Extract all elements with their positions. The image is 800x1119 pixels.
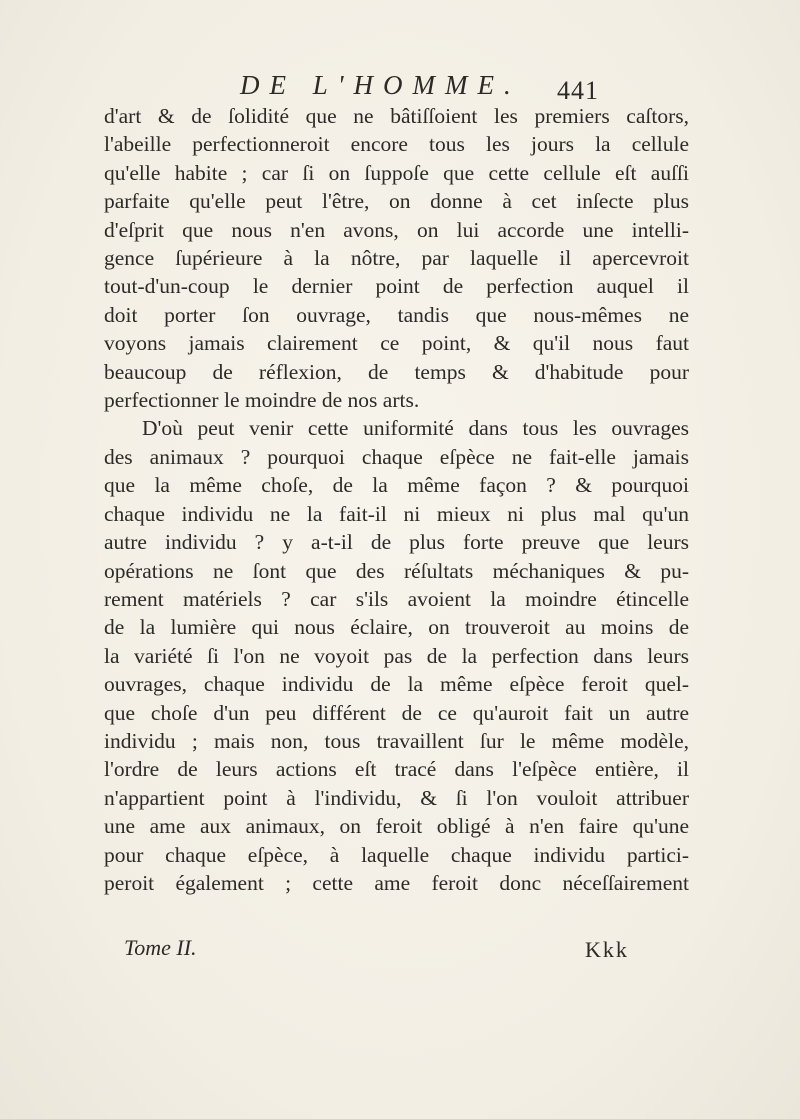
text-line: la variété ſi l'on ne voyoit pas de la perfection dans leurs <box>104 643 689 668</box>
text-line: individu ; mais non, tous travaillent ſur le même modèle, <box>104 728 689 753</box>
signature-mark: Kkk <box>585 937 629 962</box>
text-line: chaque individu ne la fait-il ni mieux ni plus mal qu'un <box>104 501 689 526</box>
text-line: une ame aux animaux, on feroit obligé à n'en faire qu'une <box>104 814 689 839</box>
text-line: l'abeille perfectionneroit encore tous les jours la cellule <box>104 132 689 157</box>
body-text <box>104 102 689 897</box>
text-line: gence ſupérieure à la nôtre, par laquelle il apercevroit <box>104 246 689 271</box>
page-number: 441 <box>557 76 599 105</box>
volume-label: Tome II. <box>124 935 197 960</box>
text-line: n'appartient point à l'individu, & ſi l'on vouloit attribuer <box>104 785 689 810</box>
text-line: que choſe d'un peu différent de ce qu'auroit fait un autre <box>104 700 689 725</box>
page-footer <box>0 935 800 975</box>
text-line: ouvrages, chaque individu de la même eſpèce feroit quel- <box>104 672 689 697</box>
text-line: autre individu ? y a-t-il de plus forte preuve que leurs <box>104 530 689 555</box>
text-line: des animaux ? pourquoi chaque eſpèce ne fait-elle jamais <box>104 444 689 469</box>
text-line: peroit également ; cette ame feroit donc néceſſairement <box>104 870 689 895</box>
text-line: que la même choſe, de la même façon ? & pourquoi <box>104 473 689 498</box>
text-line: doit porter ſon ouvrage, tandis que nous-mêmes ne <box>104 302 689 327</box>
text-line: rement matériels ? car s'ils avoient la moindre étincelle <box>104 586 689 611</box>
paragraph-end-line: perfectionner le moindre de nos arts. <box>104 388 420 413</box>
text-line: d'eſprit que nous n'en avons, on lui accorde une intelli- <box>104 217 689 242</box>
running-head: DE L'HOMME. <box>240 70 521 100</box>
text-line: parfaite qu'elle peut l'être, on donne à cet inſecte plus <box>104 189 689 214</box>
text-line: l'ordre de leurs actions eſt tracé dans l'eſpèce entière, il <box>104 757 689 782</box>
text-line: tout-d'un-coup le dernier point de perfection auquel il <box>104 274 689 299</box>
text-line: beaucoup de réflexion, de temps & d'habitude pour <box>104 359 689 384</box>
text-line: de la lumière qui nous éclaire, on trouveroit au moins de <box>104 615 689 640</box>
text-line: voyons jamais clairement ce point, & qu'il nous faut <box>104 331 689 356</box>
text-line: pour chaque eſpèce, à laquelle chaque individu partici- <box>104 842 689 867</box>
text-line: opérations ne ſont que des réſultats méchaniques & pu- <box>104 558 689 583</box>
paragraph-start-line: D'où peut venir cette uniformité dans tous les ouvrages <box>142 416 689 441</box>
text-line: d'art & de ſolidité que ne bâtiſſoient les premiers caſtors, <box>104 104 689 128</box>
text-line: qu'elle habite ; car ſi on ſuppoſe que cette cellule eſt auſſi <box>104 160 689 185</box>
